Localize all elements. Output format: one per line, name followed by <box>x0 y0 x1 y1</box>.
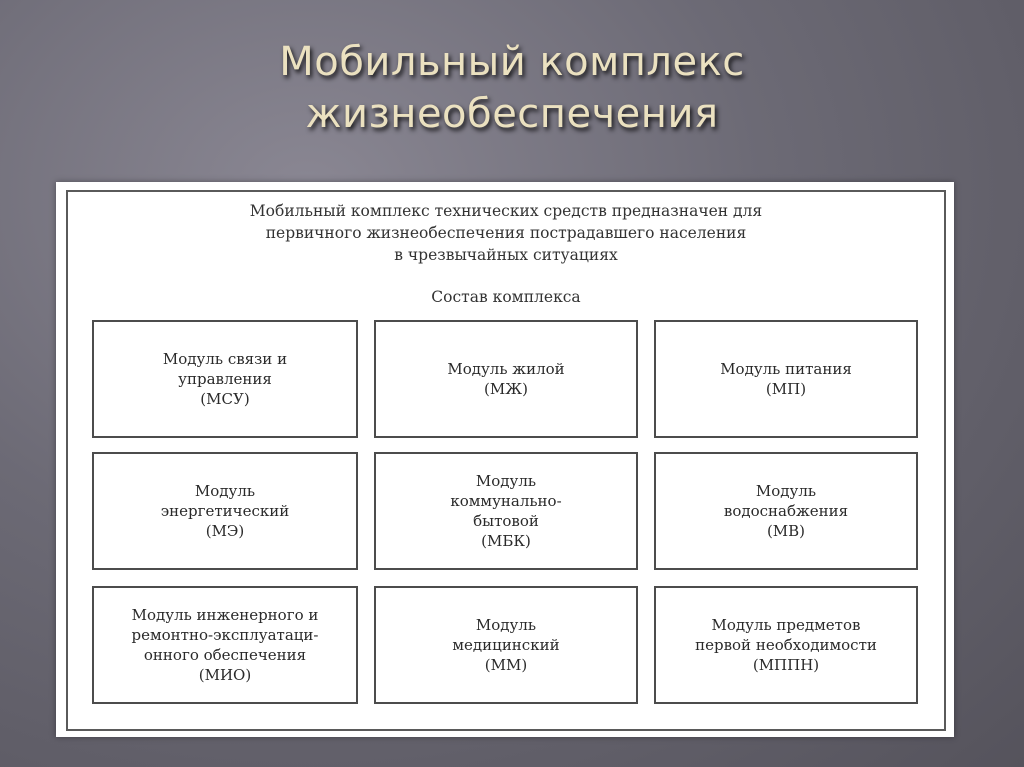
module-mppn-line-1: Модуль предметов <box>711 616 861 634</box>
module-mp-line-1: Модуль питания <box>720 360 852 378</box>
module-mbk-line-2: коммунально- <box>450 492 562 510</box>
module-me <box>92 452 358 570</box>
module-mbk-line-1: Модуль <box>475 472 537 490</box>
module-mv <box>654 452 918 570</box>
module-mv-line-3: (МВ) <box>766 522 806 540</box>
intro-line-2: первичного жизнеобеспечения пострадавшего населения <box>265 224 747 242</box>
module-mppn-line-2: первой необходимости <box>695 636 877 654</box>
module-mio-line-3: онного обеспечения <box>143 646 307 664</box>
intro-line-3: в чрезвычайных ситуациях <box>394 246 618 264</box>
title-line-2: жизнеобеспечения <box>305 91 719 137</box>
module-mio-line-4: (МИО) <box>198 666 252 684</box>
module-mio <box>92 586 358 704</box>
module-mv-line-2: водоснабжения <box>723 502 849 520</box>
module-mio-line-2: ремонтно-эксплуатаци- <box>131 626 319 644</box>
composition-label: Состав комплекса <box>431 288 581 306</box>
module-mm-line-3: (ММ) <box>484 656 528 674</box>
module-msu-line-3: (МСУ) <box>200 390 250 408</box>
module-mp-line-2: (МП) <box>765 380 807 398</box>
module-mv-line-1: Модуль <box>755 482 817 500</box>
module-mzh <box>374 320 638 438</box>
intro-text <box>68 200 944 266</box>
module-mbk-line-4: (МБК) <box>481 532 531 550</box>
module-mppn <box>654 586 918 704</box>
module-mm-line-2: медицинский <box>452 636 560 654</box>
diagram-panel <box>56 182 954 737</box>
module-mbk-line-3: бытовой <box>473 512 539 530</box>
diagram-frame <box>66 190 946 731</box>
module-mm <box>374 586 638 704</box>
module-me-line-3: (МЭ) <box>205 522 245 540</box>
module-msu-line-2: управления <box>178 370 272 388</box>
module-msu <box>92 320 358 438</box>
intro-line-1: Мобильный комплекс технических средств предназначен для <box>249 202 763 220</box>
module-mzh-line-2: (МЖ) <box>484 380 528 398</box>
module-msu-line-1: Модуль связи и <box>162 350 288 368</box>
slide-title <box>0 36 1024 140</box>
module-mzh-line-1: Модуль жилой <box>447 360 565 378</box>
module-me-line-2: энергетический <box>160 502 290 520</box>
module-mp <box>654 320 918 438</box>
module-me-line-1: Модуль <box>194 482 256 500</box>
module-mppn-line-3: (МППН) <box>752 656 820 674</box>
module-mio-line-1: Модуль инженерного и <box>131 606 319 624</box>
module-mbk <box>374 452 638 570</box>
module-mm-line-1: Модуль <box>475 616 537 634</box>
title-line-1: Мобильный комплекс <box>279 39 745 85</box>
